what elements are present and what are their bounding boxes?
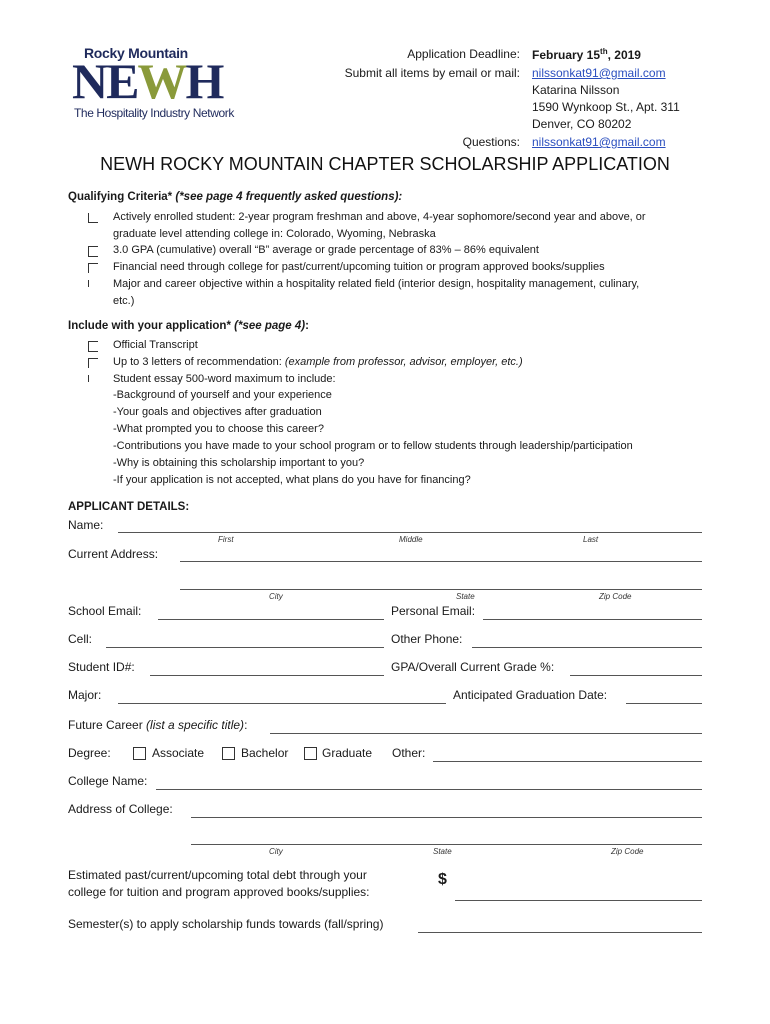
college-zip-sublabel: Zip Code xyxy=(611,847,644,856)
major-input[interactable] xyxy=(118,703,446,704)
checkbox-icon xyxy=(88,358,98,368)
first-sublabel: First xyxy=(218,535,234,544)
essay-point-2: -Your goals and objectives after graduation xyxy=(113,406,322,418)
include-item-2-text: Up to 3 letters of recommendation: xyxy=(113,356,285,368)
criteria-item-3: Financial need through college for past/current/upcoming tuition or program approved books/supplies xyxy=(113,261,605,273)
personal-email-label: Personal Email: xyxy=(391,604,476,618)
college-name-label: College Name: xyxy=(68,774,148,788)
checkbox-icon xyxy=(88,246,98,257)
current-address-label: Current Address: xyxy=(68,547,159,561)
degree-label: Degree: xyxy=(68,746,111,760)
graduate-label: Graduate xyxy=(322,746,373,760)
deadline-year: , 2019 xyxy=(607,48,641,62)
graduation-date-input[interactable] xyxy=(626,703,702,704)
middle-sublabel: Middle xyxy=(399,535,423,544)
criteria-heading-note: (*see page 4 frequently asked questions): xyxy=(175,191,403,203)
address-line-2: 1590 Wynkoop St., Apt. 311 xyxy=(532,100,680,114)
gpa-input[interactable] xyxy=(570,675,702,676)
graduate-checkbox[interactable] xyxy=(304,747,317,760)
college-address-label: Address of College: xyxy=(68,802,173,816)
include-heading-text: Include with your application* xyxy=(68,320,231,332)
essay-point-4: -Contributions you have made to your school program or to fellow students through leadership/participation xyxy=(113,440,633,452)
essay-point-5: -Why is obtaining this scholarship important to you? xyxy=(113,457,365,469)
name-input[interactable] xyxy=(118,532,702,533)
future-career-text: Future Career xyxy=(68,718,147,732)
cell-input[interactable] xyxy=(106,647,384,648)
future-career-input[interactable] xyxy=(270,733,702,734)
graduation-date-label: Anticipated Graduation Date: xyxy=(453,688,608,702)
deadline-label: Application Deadline: xyxy=(407,47,520,61)
questions-email-link[interactable]: nilssonkat91@gmail.com xyxy=(532,135,666,149)
student-id-input[interactable] xyxy=(150,675,384,676)
essay-point-1: -Background of yourself and your experience xyxy=(113,389,332,401)
college-name-input[interactable] xyxy=(156,789,702,790)
zip-sublabel: Zip Code xyxy=(599,592,632,601)
logo-letter-h: H xyxy=(185,53,223,109)
checkbox-icon xyxy=(88,280,98,287)
include-item-2-note: (example from professor, advisor, employer, etc.) xyxy=(284,356,523,368)
debt-amount-input[interactable] xyxy=(455,900,702,901)
personal-email-input[interactable] xyxy=(483,619,702,620)
logo-letter-e: E xyxy=(106,53,138,109)
criteria-item-1-cont: graduate level attending college in: Colorado, Wyoming, Nebraska xyxy=(113,228,436,240)
gpa-label: GPA/Overall Current Grade %: xyxy=(391,660,555,674)
criteria-heading-text: Qualifying Criteria* xyxy=(68,191,173,203)
college-address-city-input[interactable] xyxy=(191,844,702,845)
include-item-3: Student essay 500-word maximum to include: xyxy=(113,373,336,385)
deadline-sup: th xyxy=(600,47,608,56)
checkbox-icon xyxy=(88,263,98,273)
address-line-1: Katarina Nilsson xyxy=(532,83,620,97)
criteria-item-1: Actively enrolled student: 2-year program freshman and above, 4-year sophomore/second year and above, or xyxy=(113,211,646,223)
other-degree-label: Other: xyxy=(392,746,426,760)
applicant-heading: APPLICANT DETAILS: xyxy=(68,501,190,513)
dollar-sign: $ xyxy=(438,871,447,888)
debt-label-line-1: Estimated past/current/upcoming total debt through your xyxy=(68,868,367,882)
semester-input[interactable] xyxy=(418,932,702,933)
state-sublabel: State xyxy=(456,592,475,601)
submit-email-link[interactable]: nilssonkat91@gmail.com xyxy=(532,66,666,80)
criteria-item-4-cont: etc.) xyxy=(113,295,135,307)
bachelor-label: Bachelor xyxy=(241,746,289,760)
city-sublabel: City xyxy=(269,592,283,601)
checkbox-icon xyxy=(88,341,98,352)
include-item-1: Official Transcript xyxy=(113,339,198,351)
college-state-sublabel: State xyxy=(433,847,452,856)
deadline-date: February 15 xyxy=(532,48,601,62)
checkbox-icon xyxy=(88,375,98,382)
associate-label: Associate xyxy=(152,746,205,760)
current-address-city-input[interactable] xyxy=(180,589,702,590)
future-career-note: (list a specific title) xyxy=(146,718,245,732)
school-email-label: School Email: xyxy=(68,604,142,618)
essay-point-3: -What prompted you to choose this career? xyxy=(113,423,324,435)
last-sublabel: Last xyxy=(583,535,599,544)
include-item-2 xyxy=(113,354,523,370)
other-phone-input[interactable] xyxy=(472,647,702,648)
submit-label: Submit all items by email or mail: xyxy=(344,66,520,80)
address-line-3: Denver, CO 80202 xyxy=(532,117,632,131)
future-career-label xyxy=(68,718,247,732)
criteria-item-2: 3.0 GPA (cumulative) overall “B” average or grade percentage of 83% – 86% equivalent xyxy=(113,244,539,256)
future-career-colon: : xyxy=(244,718,248,732)
major-label: Major: xyxy=(68,688,102,702)
name-label: Name: xyxy=(68,518,104,532)
student-id-label: Student ID#: xyxy=(68,660,135,674)
cell-label: Cell: xyxy=(68,632,93,646)
essay-point-6: -If your application is not accepted, what plans do you have for financing? xyxy=(113,474,471,486)
college-city-sublabel: City xyxy=(269,847,283,856)
questions-label: Questions: xyxy=(462,135,520,149)
other-degree-input[interactable] xyxy=(433,761,702,762)
include-heading-colon: : xyxy=(305,320,309,332)
page-title: NEWH ROCKY MOUNTAIN CHAPTER SCHOLARSHIP APPLICATION xyxy=(100,154,670,174)
logo-top-text: Rocky Mountain xyxy=(84,45,188,61)
deadline-value xyxy=(532,47,641,62)
debt-label-line-2: college for tuition and program approved books/supplies: xyxy=(68,885,370,899)
semester-label: Semester(s) to apply scholarship funds towards (fall/spring) xyxy=(68,917,384,931)
checkbox-icon xyxy=(88,213,98,223)
current-address-input[interactable] xyxy=(180,561,702,562)
logo-letter-n: N xyxy=(72,53,107,109)
college-address-input[interactable] xyxy=(191,817,702,818)
criteria-heading xyxy=(68,191,402,203)
logo-letter-w: W xyxy=(137,53,186,109)
associate-checkbox[interactable] xyxy=(133,747,146,760)
include-heading xyxy=(68,320,309,332)
bachelor-checkbox[interactable] xyxy=(222,747,235,760)
logo-subtitle: The Hospitality Industry Network xyxy=(74,106,234,120)
criteria-item-4: Major and career objective within a hospitality related field (interior design, hospitality management, culinary, xyxy=(113,278,640,290)
include-heading-note: (*see page 4) xyxy=(234,320,306,332)
school-email-input[interactable] xyxy=(158,619,384,620)
other-phone-label: Other Phone: xyxy=(391,632,463,646)
